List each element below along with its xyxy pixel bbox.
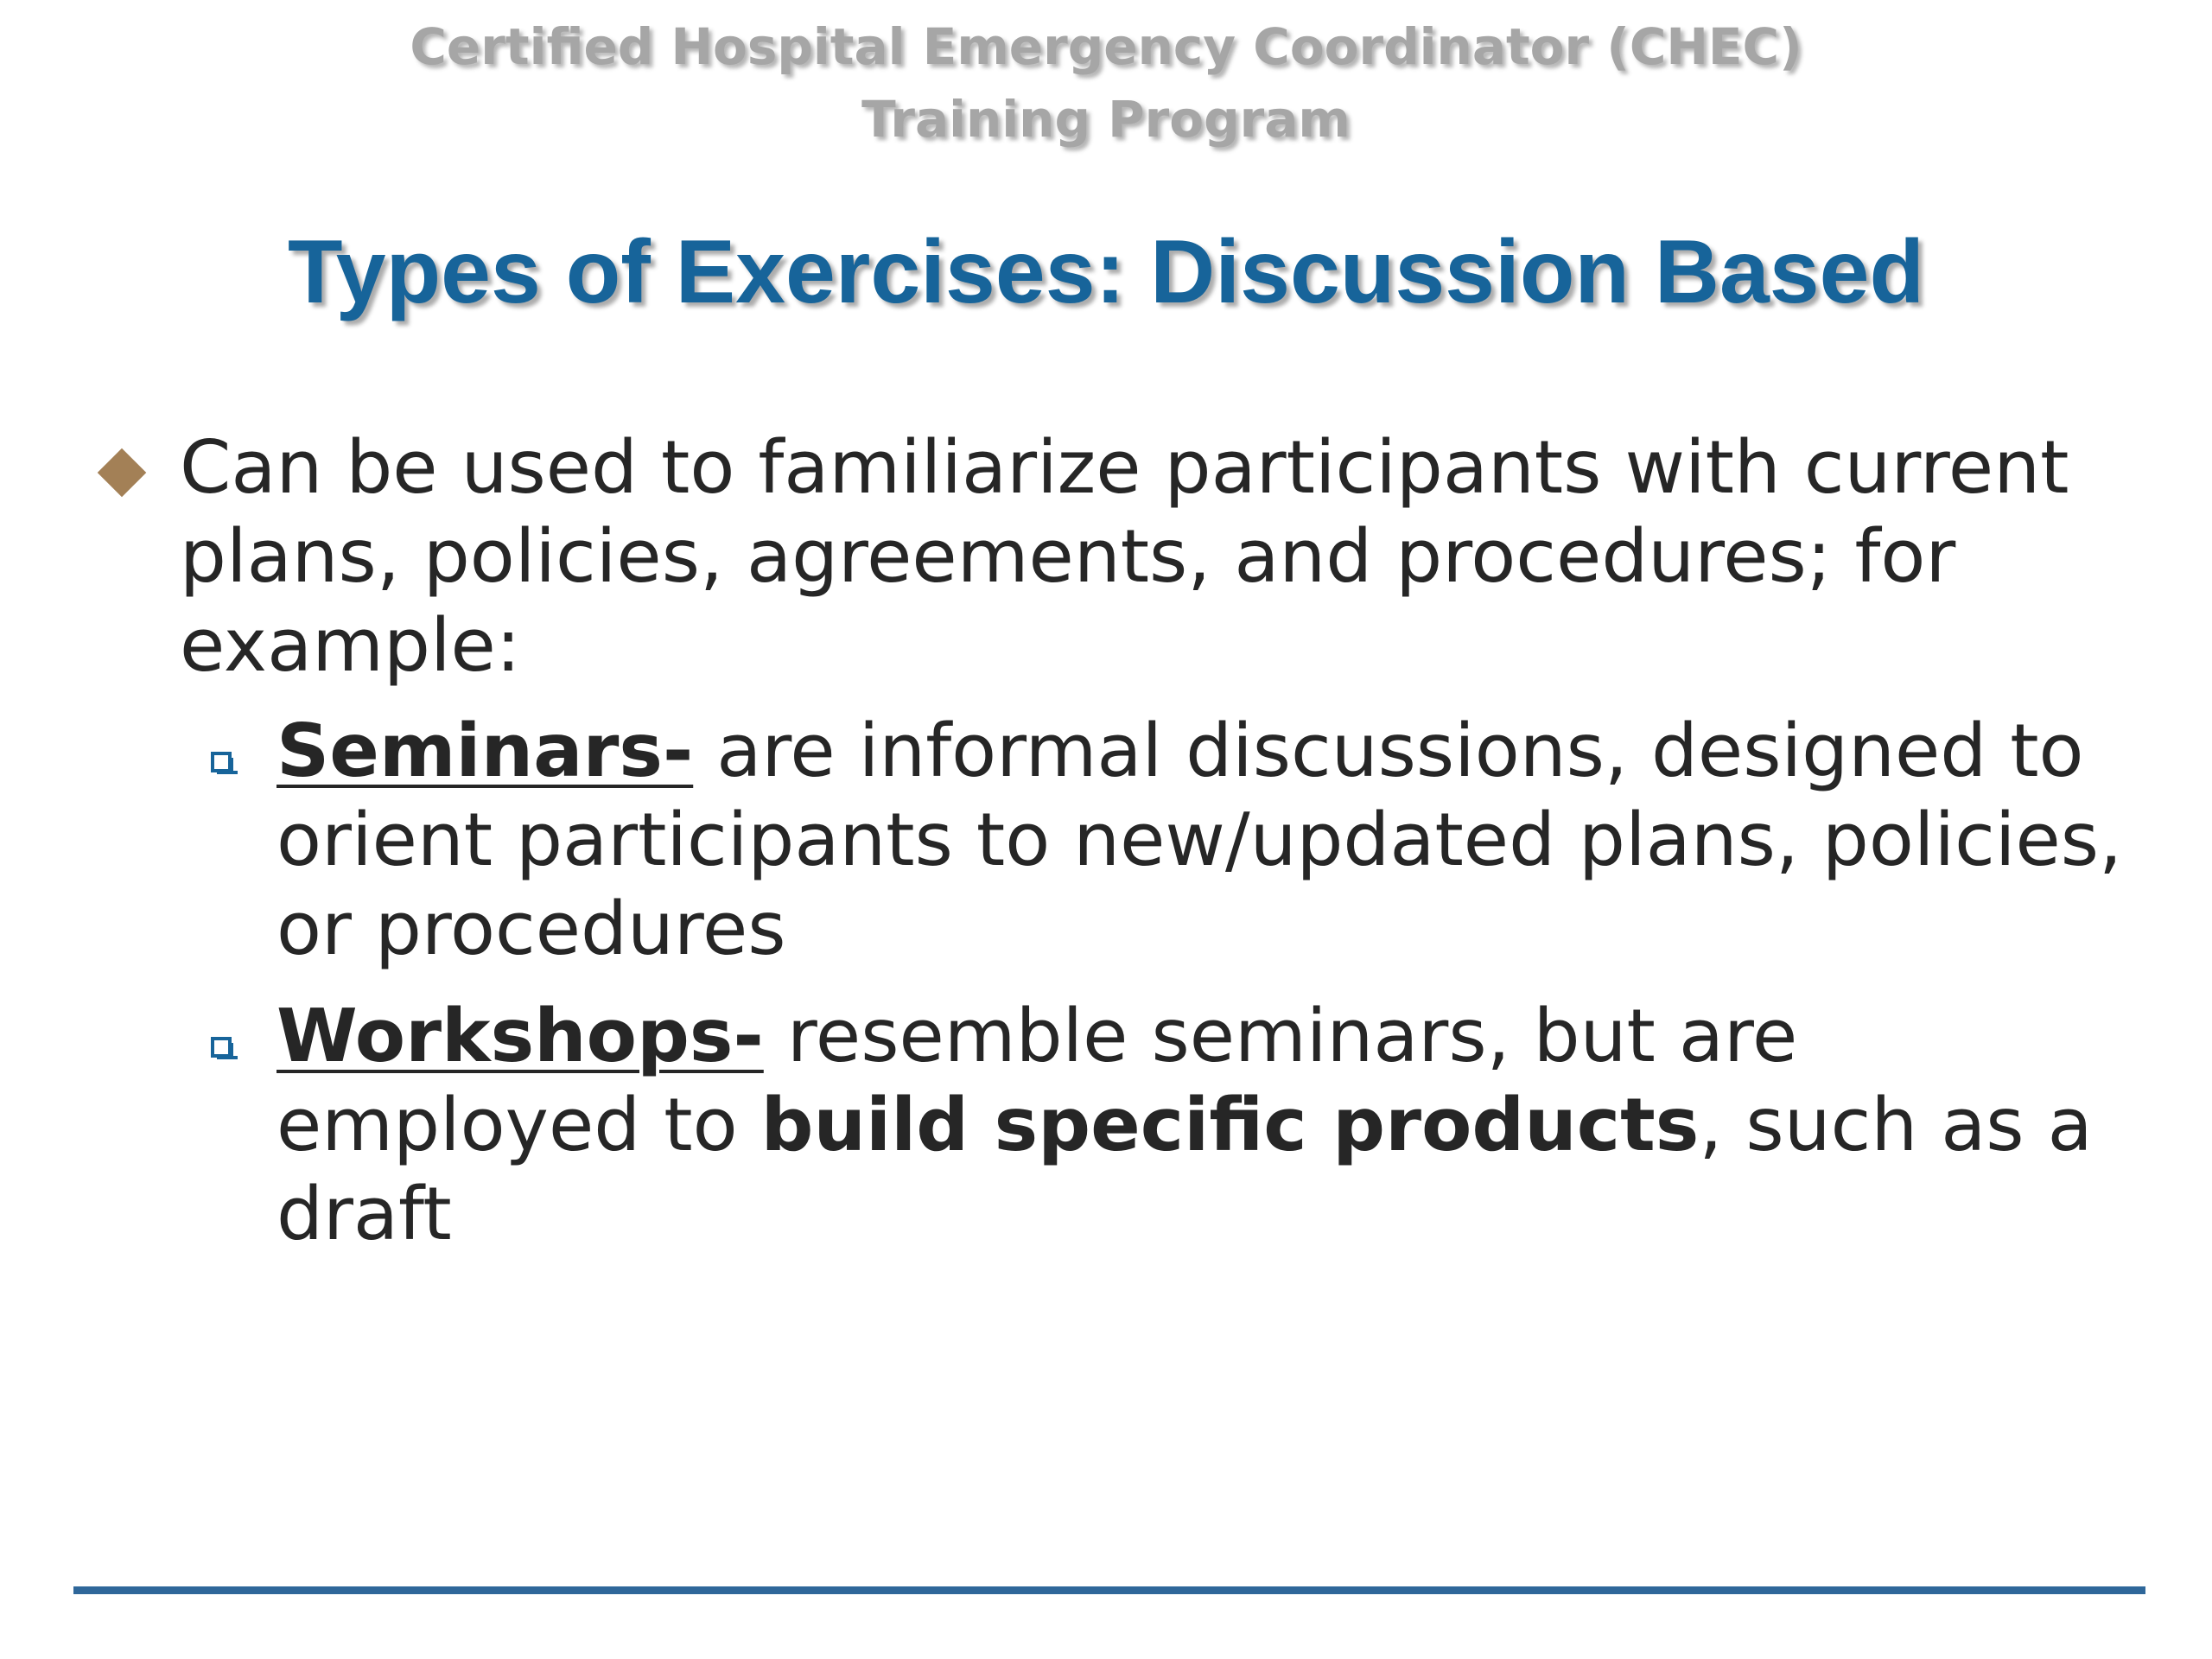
seminars-term: Seminars- (276, 709, 694, 794)
square-bullet-icon (211, 1037, 232, 1058)
sub-bullet-workshops (276, 992, 2177, 1259)
workshops-term: Workshops- (276, 994, 764, 1079)
square-bullet-icon (211, 752, 232, 772)
workshops-description-end: , such as a draft (276, 1083, 2093, 1257)
slide-title: Types of Exercises: Discussion Based (288, 222, 1924, 322)
workshops-emphasis: build specific products (760, 1083, 1700, 1168)
main-bullet-text: Can be used to familiarize participants with current plans, policies, agreements, and procedures; for example: (180, 425, 2069, 689)
workshops-description-start: resemble seminars, but are employed to (276, 994, 1798, 1168)
diamond-bullet-icon (98, 448, 147, 498)
seminars-description: are informal discussions, designed to orient participants to new/updated plans, policies, or procedures (276, 709, 2123, 972)
program-header-line-2: Training Program (861, 90, 1351, 149)
footer-divider (73, 1586, 2145, 1594)
program-header-line-1: Certified Hospital Emergency Coordinator (CHEC) (410, 17, 1802, 76)
sub-bullet-seminars (276, 707, 2177, 974)
